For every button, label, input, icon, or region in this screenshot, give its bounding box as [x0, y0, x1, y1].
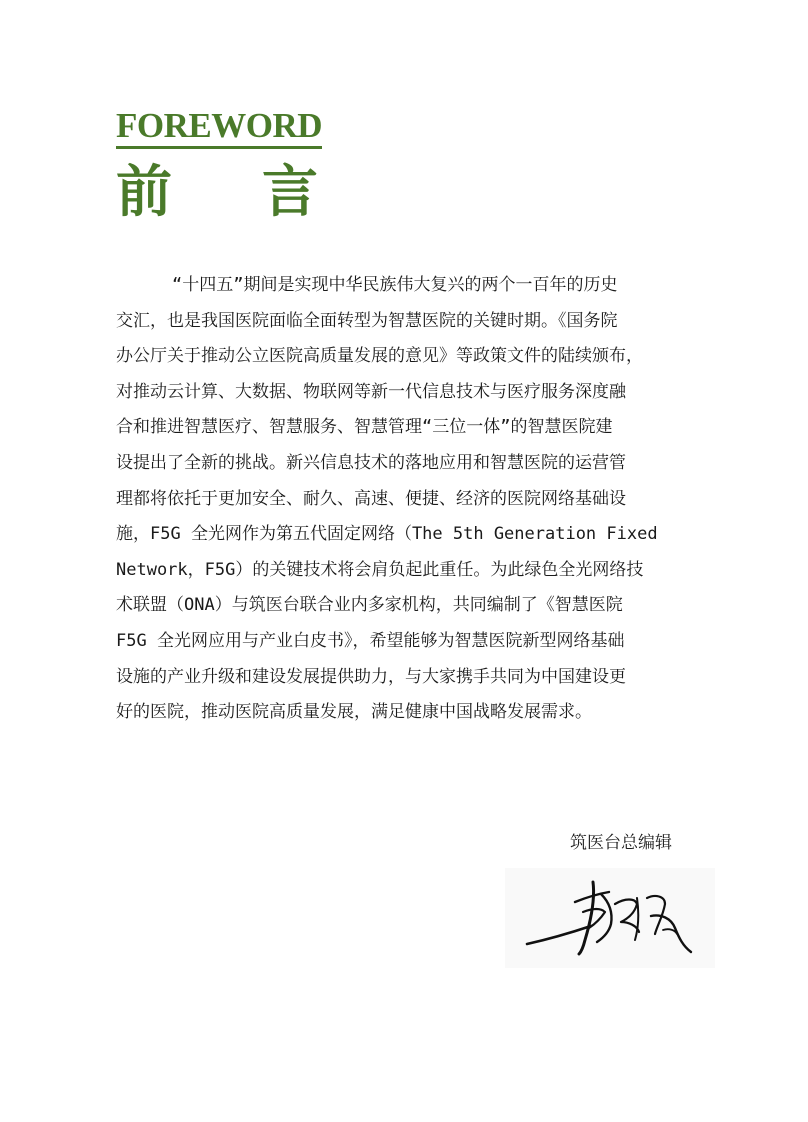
editor-label: 筑医台总编辑 — [570, 833, 672, 853]
body-line: 好的医院，推动医院高质量发展，满足健康中国战略发展需求。 — [116, 702, 592, 723]
body-line: 术联盟（ONA）与筑医台联合业内多家机构，共同编制了《智慧医院 — [116, 595, 623, 616]
body-line: 理都将依托于更加安全、耐久、高速、便捷、经济的医院网络基础设 — [116, 488, 626, 509]
body-line: F5G 全光网应用与产业白皮书》，希望能够为智慧医院新型网络基础 — [116, 630, 625, 651]
signature-icon — [505, 868, 715, 968]
body-line: 办公厅关于推动公立医院高质量发展的意见》等政策文件的陆续颁布， — [116, 346, 643, 367]
body-line: “十四五”期间是实现中华民族伟大复兴的两个一百年的历史 — [172, 275, 618, 295]
body-line: 施，F5G 全光网作为第五代固定网络（The 5th Generation Fixed — [116, 524, 658, 545]
body-line: Network，F5G）的关键技术将会肩负起此重任。为此绿色全光网络技 — [116, 559, 644, 580]
heading-chinese-char-2: 言 — [262, 160, 318, 225]
heading-english: FOREWORD — [116, 106, 322, 149]
foreword-body — [116, 268, 716, 731]
body-line: 设施的产业升级和建设发展提供助力，与大家携手共同为中国建设更 — [116, 666, 626, 687]
body-line: 对推动云计算、大数据、物联网等新一代信息技术与医疗服务深度融 — [116, 381, 626, 402]
body-line: 合和推进智慧医疗、智慧服务、智慧管理“三位一体”的智慧医院建 — [116, 417, 613, 438]
heading-chinese-char-1: 前 — [116, 160, 172, 225]
body-line: 设提出了全新的挑战。新兴信息技术的落地应用和智慧医院的运营管 — [116, 452, 626, 473]
body-line: 交汇，也是我国医院面临全面转型为智慧医院的关键时期。《国务院 — [116, 310, 618, 331]
